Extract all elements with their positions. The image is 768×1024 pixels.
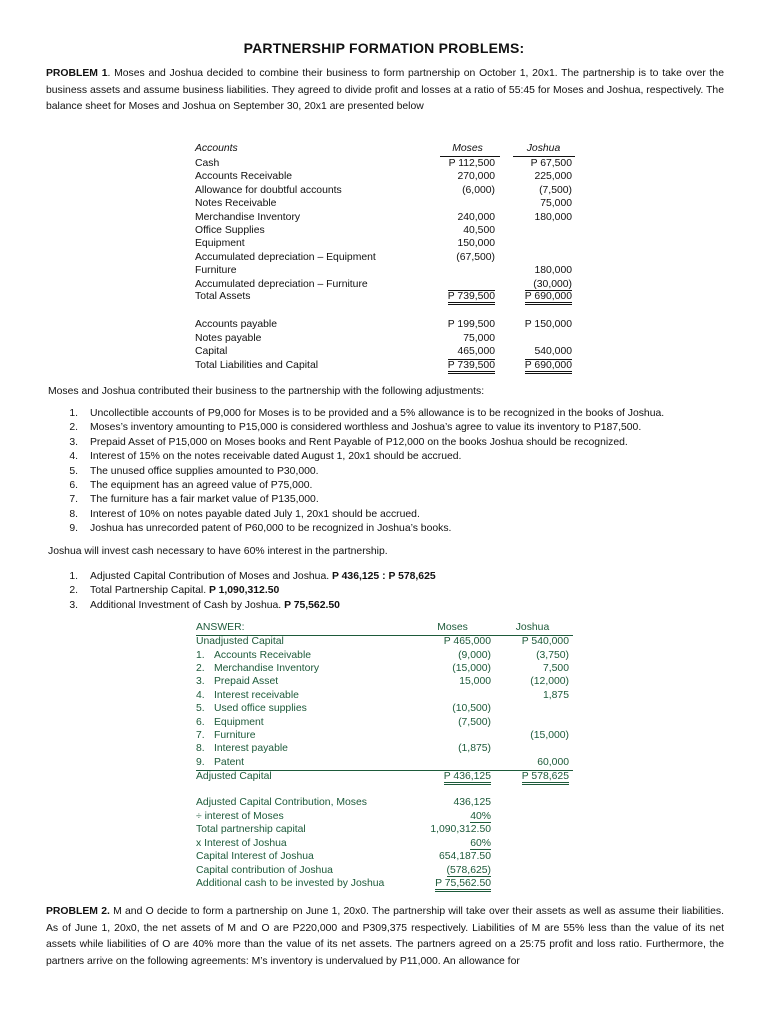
computation-value-text: P 75,562.50 [435,878,491,892]
header-joshua: Joshua [526,143,561,154]
adjusted-label: Adjusted Capital [196,771,272,782]
answer-item-label: Interest receivable [214,689,299,701]
answer-item-row [196,689,576,702]
total-assets-label: Total Assets [195,291,251,302]
adjustment-text: Moses’s inventory amounting to P15,000 is considered worthless and Joshua’s agree to value its inventory to P187,500. [90,422,642,434]
liability-row [195,332,585,346]
problem-2-label: PROBLEM 2. [46,906,110,917]
asset-joshua: P 67,500 [530,158,572,169]
answer-item-moses: (7,500) [458,716,491,728]
computation-label: x Interest of Joshua [196,837,287,849]
requirement-text: Additional Investment of Cash by Joshua. [90,599,285,611]
answer-item-label: Patent [214,756,245,768]
asset-moses: 40,500 [463,225,495,236]
computation-value [414,810,491,824]
asset-label: Cash [195,158,220,169]
adjustment-text: The furniture has a fair market value of P135,000. [90,494,319,506]
total-liab-moses: P 739,500 [448,359,495,374]
answer-item-joshua: 60,000 [537,756,569,768]
liability-row [195,345,585,359]
answer-item-number: 6. [196,716,205,728]
asset-moses: 270,000 [457,171,495,183]
computation-label: Additional cash to be invested by Joshua [196,878,385,889]
asset-label: Notes Receivable [195,198,277,210]
answer-item-moses: (1,875) [458,743,491,755]
answer-item-row [196,729,576,742]
answer-item-number: 5. [196,703,205,715]
answer-item-label: Furniture [214,729,256,741]
joshua-invest-text: Joshua will invest cash necessary to have 60% interest in the partnership. [48,546,388,557]
computation-row [196,810,496,824]
liability-joshua: P 150,000 [524,319,572,330]
asset-row [195,197,585,211]
computation-value-text: 60% [470,837,491,849]
adjusted-row [196,770,576,783]
computation-value [414,877,491,891]
answer-item-number: 1. [196,649,205,661]
requirement-text: Total Partnership Capital. [90,585,209,597]
liability-label: Notes payable [195,332,262,344]
liability-moses: 75,000 [463,332,495,344]
asset-label: Equipment [195,238,245,250]
asset-label: Accumulated depreciation – Equipment [195,251,376,263]
adjustment-number: 4. [69,451,78,463]
answer-item-label-wrap [196,649,311,662]
adjustment-text: Interest of 10% on notes payable dated July 1, 20x1 should be accrued. [90,508,420,520]
asset-row [195,157,585,171]
answer-item-moses: 15,000 [459,676,491,688]
requirement-number: 2. [69,585,78,597]
answer-item-label: Interest payable [214,743,288,755]
adjustment-number: 6. [69,479,78,491]
requirement-answer: P 75,562.50 [284,599,340,611]
answer-header-joshua: Joshua [515,622,550,633]
computation-value [414,864,491,878]
answer-item-moses: (15,000) [452,662,491,674]
header-accounts: Accounts [195,143,238,154]
total-assets-moses: P 739,500 [448,290,495,305]
answer-item-number: 9. [196,756,205,768]
adjustment-text: The unused office supplies amounted to P30,000. [90,465,319,477]
liability-moses: P 199,500 [447,319,495,330]
requirement-answer: P 1,090,312.50 [208,585,280,597]
requirement-number: 3. [69,599,78,611]
header-moses: Moses [452,143,483,154]
computation-value-text: 40% [470,810,491,822]
answer-item-number: 7. [196,729,205,741]
adjustment-text: Prepaid Asset of P15,000 on Moses books and Rent Payable of P12,000 on the books Joshua should be recognized. [90,436,628,448]
answer-item-joshua: 1,875 [542,689,569,701]
answer-item-number: 3. [196,676,205,688]
asset-row [195,251,585,265]
computation-value [414,837,491,851]
liability-label: Accounts payable [195,319,278,330]
answer-item-label-wrap [196,756,244,769]
answer-item-label-wrap [196,675,278,688]
answer-item-label-wrap [196,742,288,755]
adjustment-text: The equipment has an agreed value of P75,000. [90,479,313,491]
answer-item-row [196,662,576,675]
asset-joshua: (7,500) [539,184,572,196]
answer-item-label: Accounts Receivable [214,649,312,661]
adjustment-number: 7. [69,494,78,506]
answer-header [196,621,576,634]
adjustment-text: Joshua has unrecorded patent of P60,000 to be recognized in Joshua’s books. [90,523,452,535]
asset-row [195,211,585,225]
computation-label: Capital Interest of Joshua [196,851,314,862]
answer-item-label-wrap [196,729,256,742]
unadjusted-moses: P 465,000 [443,636,491,647]
answer-item-label-wrap [196,716,264,729]
asset-moses: 150,000 [457,238,495,250]
computation-row [196,796,496,810]
answer-item-label: Equipment [214,716,264,728]
adjustment-number: 3. [69,436,78,448]
unadjusted-joshua: P 540,000 [521,636,569,647]
answer-item-row [196,742,576,755]
requirement-text-wrap [90,599,340,613]
asset-row [195,224,585,238]
answer-item-label: Used office supplies [214,703,307,715]
answer-item-number: 4. [196,689,205,701]
answer-item-label: Prepaid Asset [214,676,279,688]
balance-sheet-header [195,142,585,156]
answer-label: ANSWER: [196,622,245,633]
total-liab-row [195,359,585,373]
computation-row [196,864,496,878]
problem-1-paragraph [46,66,724,116]
answer-header-moses: Moses [437,622,468,633]
answer-item-moses: (9,000) [458,649,491,661]
requirement-text-wrap [90,584,279,598]
answer-item-row [196,649,576,662]
adjustment-number: 9. [69,523,78,535]
answer-item-joshua: 7,500 [542,662,569,674]
computation-value-text: 654,187.50 [438,851,491,862]
asset-moses: 240,000 [457,211,495,223]
computation-row [196,823,496,837]
computation-row [196,837,496,851]
answer-item-label: Merchandise Inventory [214,662,320,674]
adjusted-joshua: P 578,625 [522,771,569,785]
answer-item-number: 8. [196,743,205,755]
computation-value-text: 1,090,312.50 [430,824,491,835]
computation-value [414,850,491,864]
asset-moses: (67,500) [456,251,495,263]
asset-label: Accounts Receivable [195,171,293,183]
computation-label: Capital contribution of Joshua [196,864,333,876]
adjustments-intro: Moses and Joshua contributed their business to the partnership with the following adjustments: [48,386,485,397]
problem-2-paragraph [46,904,724,970]
requirement-number: 1. [69,571,78,582]
answer-item-row [196,702,576,715]
computation-row [196,850,496,864]
liability-row [195,318,585,332]
answer-item-row [196,675,576,688]
answer-item-moses: (10,500) [452,703,491,715]
problem-2-text: M and O decide to form a partnership on June 1, 20x0. The partnership will take over their assets as well as assume their liabilities. As of June 1, 20x0, the net assets of M and O are P220,000 and P309,375 respectively. Liabilities of M are 55% less than the value of its net assets while liabilities of O are 40% more than the value of its net assets. The partners agreed on a 25:75 profit and loss ratio. Furthermore, the partners arrive on the following agreements: M’s inventory is undervalued by P11,000. An allowance for [46,906,724,967]
asset-row [195,237,585,251]
total-assets-joshua: P 690,000 [525,290,572,305]
adjustment-number: 8. [69,508,78,520]
liability-joshua: 540,000 [534,346,572,358]
problem-1-label: PROBLEM 1 [46,68,108,79]
computation-label: Adjusted Capital Contribution, Moses [196,797,367,808]
total-assets-row [195,290,585,304]
computation-row [196,877,496,891]
adjustment-number: 2. [69,422,78,434]
computation-label: ÷ interest of Moses [196,810,284,822]
total-liab-label: Total Liabilities and Capital [195,360,319,371]
computation-value [414,796,491,810]
adjustment-number: 1. [69,408,78,419]
page-title: PARTNERSHIP FORMATION PROBLEMS: [243,40,525,56]
computation-value-text: (578,625) [446,864,491,876]
computation-value [414,823,491,837]
computation-value-text: 436,125 [453,797,491,808]
computation-label: Total partnership capital [196,824,306,835]
asset-row [195,170,585,184]
liability-moses: 465,000 [457,346,495,358]
asset-joshua: 225,000 [534,171,572,183]
asset-row [195,184,585,198]
answer-item-joshua: (12,000) [530,676,569,688]
answer-item-number: 2. [196,662,205,674]
total-liab-joshua: P 690,000 [525,359,572,374]
answer-item-row [196,756,576,769]
unadjusted-label: Unadjusted Capital [196,636,284,647]
asset-joshua: (30,000) [533,278,572,290]
asset-label: Accumulated depreciation – Furniture [195,278,368,290]
requirement-answer: P 436,125 : P 578,625 [332,571,436,582]
asset-label: Furniture [195,265,237,277]
asset-joshua: 180,000 [534,265,572,277]
asset-joshua: 180,000 [534,211,572,223]
adjustment-text: Interest of 15% on the notes receivable dated August 1, 20x1 should be accrued. [90,451,462,463]
answer-item-label-wrap [196,702,307,715]
answer-item-label-wrap [196,662,319,675]
adjustment-number: 5. [69,465,78,477]
problem-1-text: . Moses and Joshua decided to combine their business to form partnership on October 1, 20x1. The partnership is to take over the business assets and assume business liabilities. They agreed to divide profit and losses at a ratio of 55:45 for Moses and Joshua, respectively. The balance sheet for Moses and Joshua on September 30, 20x1 are presented below [46,68,724,112]
adjustment-text: Uncollectible accounts of P9,000 for Moses is to be provided and a 5% allowance is to be recognized in the books of Joshua. [90,408,665,419]
asset-moses: (6,000) [462,184,495,196]
adjusted-moses: P 436,125 [444,771,491,785]
asset-moses: P 112,500 [448,158,495,169]
asset-label: Office Supplies [195,225,265,236]
requirement-text: Adjusted Capital Contribution of Moses and Joshua. [90,571,333,582]
requirement-text-wrap [90,570,436,584]
answer-item-joshua: (15,000) [530,729,569,741]
answer-item-row [196,716,576,729]
asset-joshua: 75,000 [540,198,572,210]
asset-label: Allowance for doubtful accounts [195,184,342,196]
answer-item-joshua: (3,750) [536,649,569,661]
asset-label: Merchandise Inventory [195,211,301,223]
answer-item-label-wrap [196,689,299,702]
asset-row [195,264,585,278]
unadjusted-row [196,635,576,648]
liability-label: Capital [195,346,228,358]
